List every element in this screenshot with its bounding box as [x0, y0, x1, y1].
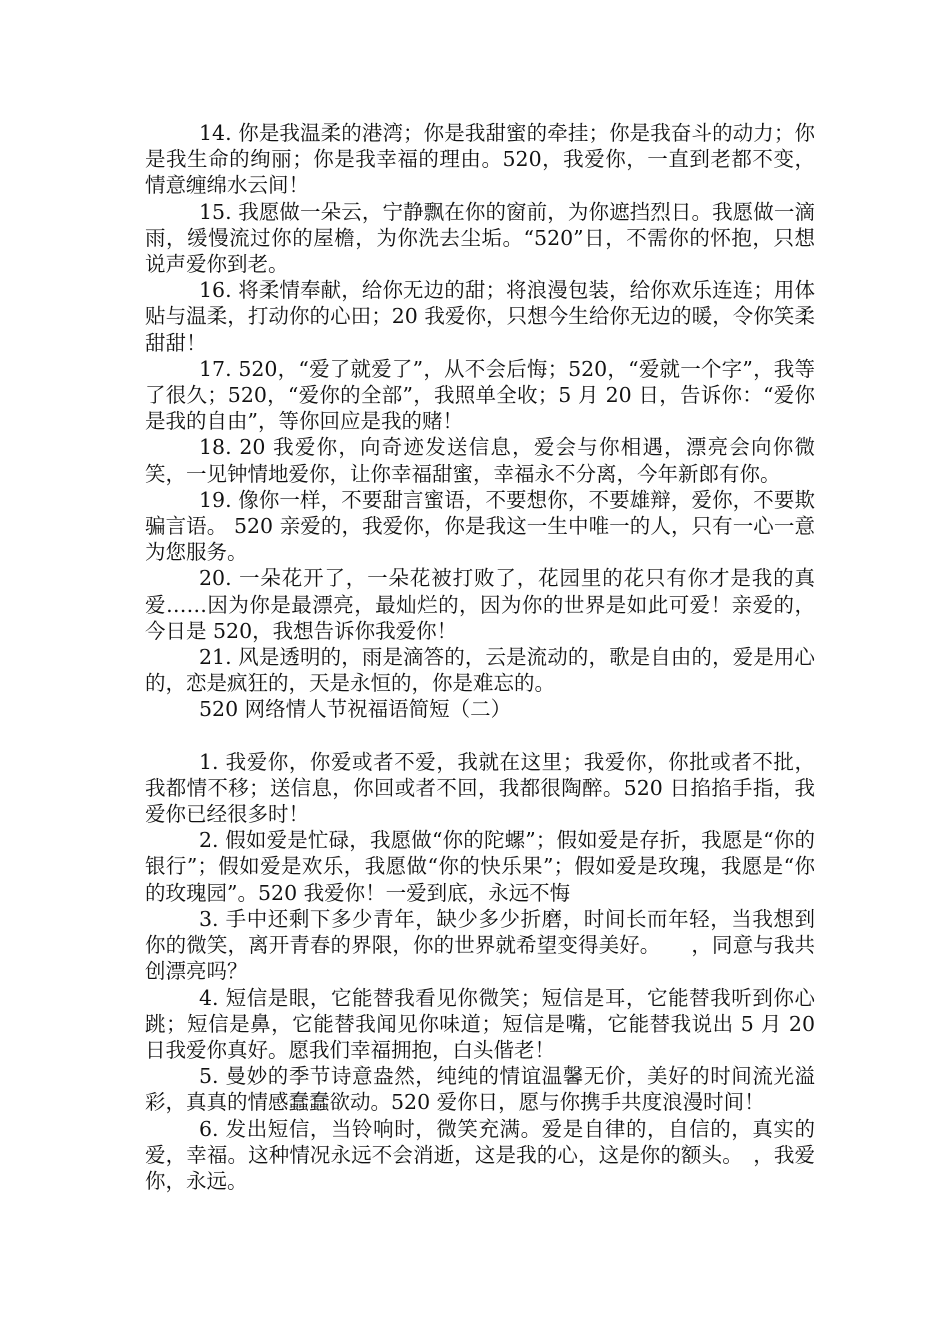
paragraph-3: 3. 手中还剩下多少青年，缺少多少折磨，时间长而年轻，当我想到你的微笑，离开青春的界限，你的世界就希望变得美好。 ，同意与我共创漂亮吗？: [145, 906, 815, 984]
paragraph-19: 19. 像你一样，不要甜言蜜语，不要想你，不要雄辩，爱你，不要欺骗言语。 520 亲爱的，我爱你，你是我这一生中唯一的人，只有一心一意为您服务。: [145, 487, 815, 565]
paragraph-5: 5. 曼妙的季节诗意盎然，纯纯的情谊温馨无价，美好的时间流光溢彩，真真的情感蠢蠢欲动。520 爱你日，愿与你携手共度浪漫时间！: [145, 1064, 815, 1115]
document-page: [145, 120, 815, 1194]
paragraph-6: 6. 发出短信，当铃响时，微笑充满。爱是自律的，自信的，真实的爱，幸福。这种情况永远不会消逝，这是我的心，这是你的额头。 ，我爱你，永远。: [145, 1116, 815, 1193]
section-gap: [145, 723, 815, 749]
paragraph-4: 4. 短信是眼，它能替我看见你微笑；短信是耳，它能替我听到你心跳；短信是鼻，它能替我闻见你味道；短信是嘴，它能替我说出 5 月 20 日我爱你真好。愿我们幸福拥抱，白头偕老！: [145, 985, 815, 1062]
section-heading: 520 网络情人节祝福语简短（二）: [199, 697, 512, 722]
paragraph-18: 18. 20 我爱你，向奇迹发送信息，爱会与你相遇，漂亮会向你微笑，一见钟情地爱你，让你幸福甜蜜，幸福永不分离，今年新郎有你。: [145, 435, 815, 486]
paragraph-14: 14. 你是我温柔的港湾；你是我甜蜜的牵挂；你是我奋斗的动力；你是我生命的绚丽；你是我幸福的理由。520，我爱你，一直到老都不变，情意缠绵水云间！: [145, 121, 815, 198]
paragraph-16: 16. 将柔情奉献，给你无边的甜；将浪漫包装，给你欢乐连连；用体贴与温柔，打动你的心田；20 我爱你，只想今生给你无边的暖，令你笑柔甜甜！: [145, 278, 815, 355]
paragraph-1: 1. 我爱你，你爱或者不爱，我就在这里；我爱你，你批或者不批，我都情不移；送信息，你回或者不回，我都很陶醉。520 日掐掐手指，我爱你已经很多时！: [145, 749, 815, 827]
paragraph-20: 20. 一朵花开了，一朵花被打败了，花园里的花只有你才是我的真爱……因为你是最漂亮，最灿烂的，因为你的世界是如此可爱！亲爱的，今日是 520，我想告诉你我爱你！: [145, 566, 815, 643]
paragraph-15: 15. 我愿做一朵云，宁静飘在你的窗前，为你遮挡烈日。我愿做一滴雨，缓慢流过你的屋檐，为你洗去尘垢。“520”日，不需你的怀抱，只想说声爱你到老。: [145, 199, 815, 277]
paragraph-2: 2. 假如爱是忙碌，我愿做“你的陀螺”；假如爱是存折，我愿是“你的银行”；假如爱是欢乐，我愿做“你的快乐果”；假如爱是玫瑰，我愿是“你的玫瑰园”。520 我爱你！一爱到底，永远不悔: [145, 828, 815, 905]
paragraph-17: 17. 520，“爱了就爱了”，从不会后悔；520，“爱就一个字”，我等了很久；520，“爱你的全部”，我照单全收；5 月 20 日，告诉你：“爱你是我的自由”，等你回应是我的赌！: [145, 356, 815, 434]
paragraph-21: 21. 风是透明的，雨是滴答的，云是流动的，歌是自由的，爱是用心的，恋是疯狂的，天是永恒的，你是难忘的。: [145, 645, 815, 696]
